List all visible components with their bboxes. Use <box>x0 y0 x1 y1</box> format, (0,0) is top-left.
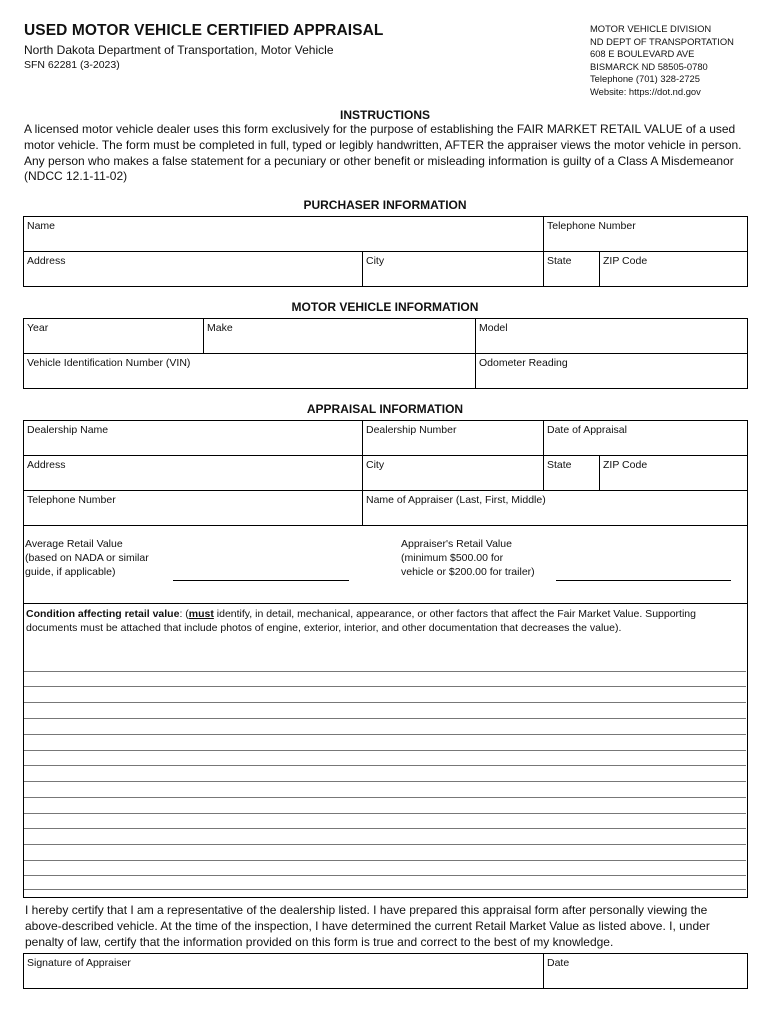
dealer-zip-field[interactable] <box>600 471 747 489</box>
appraisal-heading: APPRAISAL INFORMATION <box>306 402 464 416</box>
dealer-state-label: State <box>547 459 572 471</box>
form-subtitle: North Dakota Department of Transportation, Motor Vehicle <box>24 43 334 57</box>
writing-line <box>24 875 746 876</box>
purchaser-zip-field[interactable] <box>600 267 747 286</box>
purchaser-state-label: State <box>547 255 572 267</box>
dealer-city-field[interactable] <box>363 471 542 489</box>
writing-line <box>24 844 746 845</box>
dealer-telephone-field[interactable] <box>24 506 361 524</box>
purchaser-address-field[interactable] <box>24 267 361 286</box>
purchaser-city-field[interactable] <box>363 267 542 286</box>
agency-address-block <box>590 23 734 99</box>
average-retail-value-label: Average Retail Value (based on NADA or similar guide, if applicable) <box>25 538 149 578</box>
appraisal-date-field[interactable] <box>544 436 747 454</box>
agency-line: 608 E BOULEVARD AVE <box>590 48 695 60</box>
vehicle-year-label: Year <box>27 322 49 334</box>
signature-date-field[interactable] <box>544 969 747 988</box>
agency-line: BISMARCK ND 58505-0780 <box>590 60 708 72</box>
condition-label: Condition affecting retail value <box>26 608 180 620</box>
writing-line <box>24 860 746 861</box>
dealership-name-field[interactable] <box>24 436 361 454</box>
vehicle-odometer-field[interactable] <box>476 369 747 388</box>
writing-line <box>24 702 746 703</box>
writing-line <box>24 671 746 672</box>
vehicle-heading: MOTOR VEHICLE INFORMATION <box>291 300 479 314</box>
writing-line <box>24 797 746 798</box>
form-title: USED MOTOR VEHICLE CERTIFIED APPRAISAL <box>24 22 384 39</box>
divider <box>23 455 748 456</box>
divider <box>23 490 748 491</box>
writing-line <box>24 828 746 829</box>
purchaser-name-label: Name <box>27 220 56 232</box>
agency-line: MOTOR VEHICLE DIVISION <box>590 23 712 34</box>
certification-text: I hereby certify that I am a representative of the dealership listed. I have prepared this appraisal form after personally viewing the above-described vehicle. At the time of the inspection, I have determined the current Retail Market Value as listed above. I, under penalty of law, certify that the information provided on this form is true and correct to the best of my knowledge. <box>25 903 710 949</box>
form-number: SFN 62281 (3-2023) <box>24 59 120 71</box>
vehicle-model-label: Model <box>479 322 508 334</box>
signature-date-label: Date <box>547 957 570 969</box>
average-retail-value-field[interactable] <box>173 580 349 581</box>
writing-line <box>24 718 746 719</box>
purchaser-name-field[interactable] <box>24 232 542 250</box>
must-emphasis: must <box>188 608 214 620</box>
purchaser-address-label: Address <box>27 255 66 267</box>
divider <box>23 251 748 252</box>
agency-line: Telephone (701) 328-2725 <box>590 73 700 85</box>
signature-field[interactable] <box>24 969 542 988</box>
dealership-number-field[interactable] <box>363 436 542 454</box>
purchaser-heading: PURCHASER INFORMATION <box>303 198 467 212</box>
instructions-heading: INSTRUCTIONS <box>340 108 430 122</box>
purchaser-telephone-label: Telephone Number <box>547 220 636 232</box>
dealer-address-field[interactable] <box>24 471 361 489</box>
divider <box>23 353 748 354</box>
appraiser-retail-value-field[interactable] <box>556 580 731 581</box>
purchaser-city-label: City <box>366 255 385 267</box>
vehicle-vin-field[interactable] <box>24 369 474 388</box>
signature-label: Signature of Appraiser <box>27 957 131 969</box>
vehicle-model-field[interactable] <box>476 334 747 352</box>
condition-instructions: Condition affecting retail value: (must identify, in detail, mechanical, appearance, or other factors that affect the Fair Market Value. Supporting documents must be attached that include photos of engine, exterior, interior, and other documentation that decreases the value). <box>26 608 696 634</box>
agency-line: ND DEPT OF TRANSPORTATION <box>590 35 734 47</box>
dealership-name-label: Dealership Name <box>27 424 109 436</box>
purchaser-state-field[interactable] <box>544 267 598 286</box>
dealer-telephone-label: Telephone Number <box>27 494 116 506</box>
vehicle-make-field[interactable] <box>204 334 474 352</box>
writing-line <box>24 686 746 687</box>
appraisal-date-label: Date of Appraisal <box>547 424 627 436</box>
dealership-number-label: Dealership Number <box>366 424 457 436</box>
purchaser-telephone-field[interactable] <box>544 232 747 250</box>
dealer-address-label: Address <box>27 459 66 471</box>
vehicle-year-field[interactable] <box>24 334 202 352</box>
divider <box>23 603 748 604</box>
appraiser-name-label: Name of Appraiser (Last, First, Middle) <box>366 494 546 506</box>
writing-line <box>24 750 746 751</box>
appraiser-retail-value-label: Appraiser's Retail Value (minimum $500.00 for vehicle or $200.00 for trailer) <box>401 538 535 578</box>
writing-line <box>24 734 746 735</box>
vehicle-make-label: Make <box>207 322 233 334</box>
dealer-city-label: City <box>366 459 385 471</box>
vehicle-vin-label: Vehicle Identification Number (VIN) <box>27 357 191 369</box>
divider <box>23 525 748 526</box>
vehicle-odometer-label: Odometer Reading <box>479 357 568 369</box>
appraiser-name-field[interactable] <box>363 506 747 524</box>
purchaser-zip-label: ZIP Code <box>603 255 648 267</box>
writing-line <box>24 765 746 766</box>
writing-line <box>24 781 746 782</box>
writing-line <box>24 813 746 814</box>
writing-line <box>24 889 746 890</box>
dealer-state-field[interactable] <box>544 471 598 489</box>
instructions-text: A licensed motor vehicle dealer uses this form exclusively for the purpose of establishing the FAIR MARKET RETAIL VALUE of a used motor vehicle. The form must be completed in full, typed or legibly handwritten, AFTER the appraiser views the motor vehicle in person. Any person who makes a false statement for a pecuniary or other benefit or misleading information is guilty of a Class A Misdemeanor (NDCC 12.1-11-02) <box>24 122 742 184</box>
dealer-zip-label: ZIP Code <box>603 459 648 471</box>
appraisal-table <box>23 420 748 898</box>
agency-line: Website: https://dot.nd.gov <box>590 85 701 97</box>
